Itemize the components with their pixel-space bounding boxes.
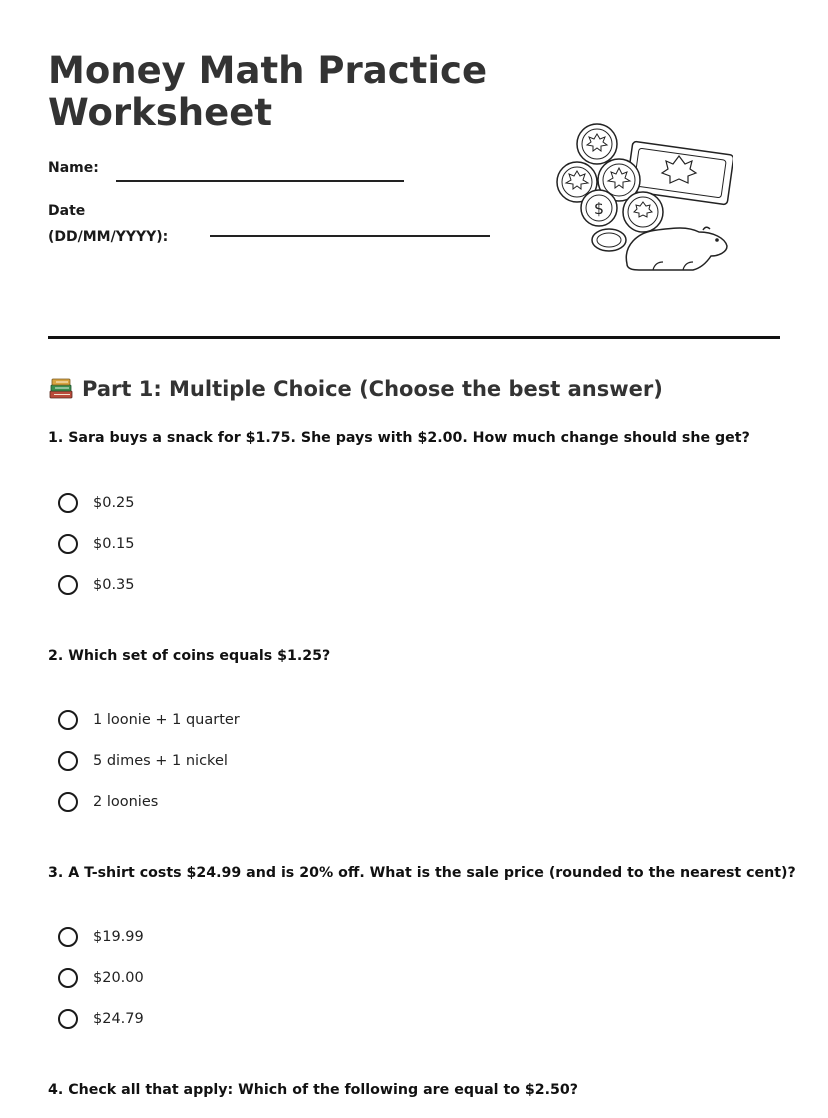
books-icon: [48, 376, 74, 400]
coins-banknote-groundhog-illustration: [553, 122, 733, 278]
q1-option-2[interactable]: [58, 531, 135, 557]
radio-button[interactable]: [58, 792, 78, 812]
radio-button[interactable]: [58, 534, 78, 554]
radio-button[interactable]: [58, 710, 78, 730]
option-label: $0.15: [93, 536, 135, 552]
q2-option-2[interactable]: [58, 748, 228, 774]
groundhog-icon: [626, 227, 727, 270]
option-label: $19.99: [93, 929, 144, 945]
radio-button[interactable]: [58, 927, 78, 947]
option-label: $20.00: [93, 970, 144, 986]
q3-option-1[interactable]: [58, 924, 144, 950]
question-4: 4. Check all that apply: Which of the following are equal to $2.50?: [48, 1082, 579, 1098]
option-label: 2 loonies: [93, 794, 159, 810]
question-3: 3. A T-shirt costs $24.99 and is 20% off. What is the sale price (rounded to the nearest cent)?: [48, 865, 796, 881]
option-label: $0.25: [93, 495, 135, 511]
question-2: 2. Which set of coins equals $1.25?: [48, 648, 331, 664]
q1-option-1[interactable]: [58, 490, 135, 516]
option-label: $24.79: [93, 1011, 144, 1027]
date-input-line[interactable]: [210, 235, 490, 237]
section-divider: [48, 336, 780, 339]
date-label-line-2: (DD/MM/YYYY):: [48, 229, 169, 245]
radio-button[interactable]: [58, 968, 78, 988]
option-label: 5 dimes + 1 nickel: [93, 753, 228, 769]
radio-button[interactable]: [58, 751, 78, 771]
q3-option-2[interactable]: [58, 965, 144, 991]
svg-text:$: $: [593, 199, 605, 218]
section-heading-text: Part 1: Multiple Choice (Choose the best answer): [82, 377, 663, 401]
q2-option-3[interactable]: [58, 789, 158, 815]
radio-button[interactable]: [58, 1009, 78, 1029]
name-label: Name:: [48, 160, 99, 176]
section-heading-part-1: [48, 372, 663, 406]
name-input-line[interactable]: [116, 180, 404, 182]
option-label: 1 loonie + 1 quarter: [93, 712, 240, 728]
option-label: $0.35: [93, 577, 135, 593]
title-line-1: Money Math Practice: [48, 49, 488, 92]
radio-button[interactable]: [58, 575, 78, 595]
q3-option-3[interactable]: [58, 1006, 144, 1032]
worksheet-title: [48, 50, 487, 134]
question-1: 1. Sara buys a snack for $1.75. She pays with $2.00. How much change should she get?: [48, 430, 750, 446]
q1-option-3[interactable]: [58, 572, 135, 598]
coin-top-icon: [577, 124, 617, 164]
radio-button[interactable]: [58, 493, 78, 513]
coin-right-icon: [623, 192, 663, 232]
date-label: [48, 198, 168, 250]
q2-option-1[interactable]: [58, 707, 240, 733]
title-line-2: Worksheet: [48, 91, 273, 134]
date-label-line-1: Date: [48, 203, 86, 219]
